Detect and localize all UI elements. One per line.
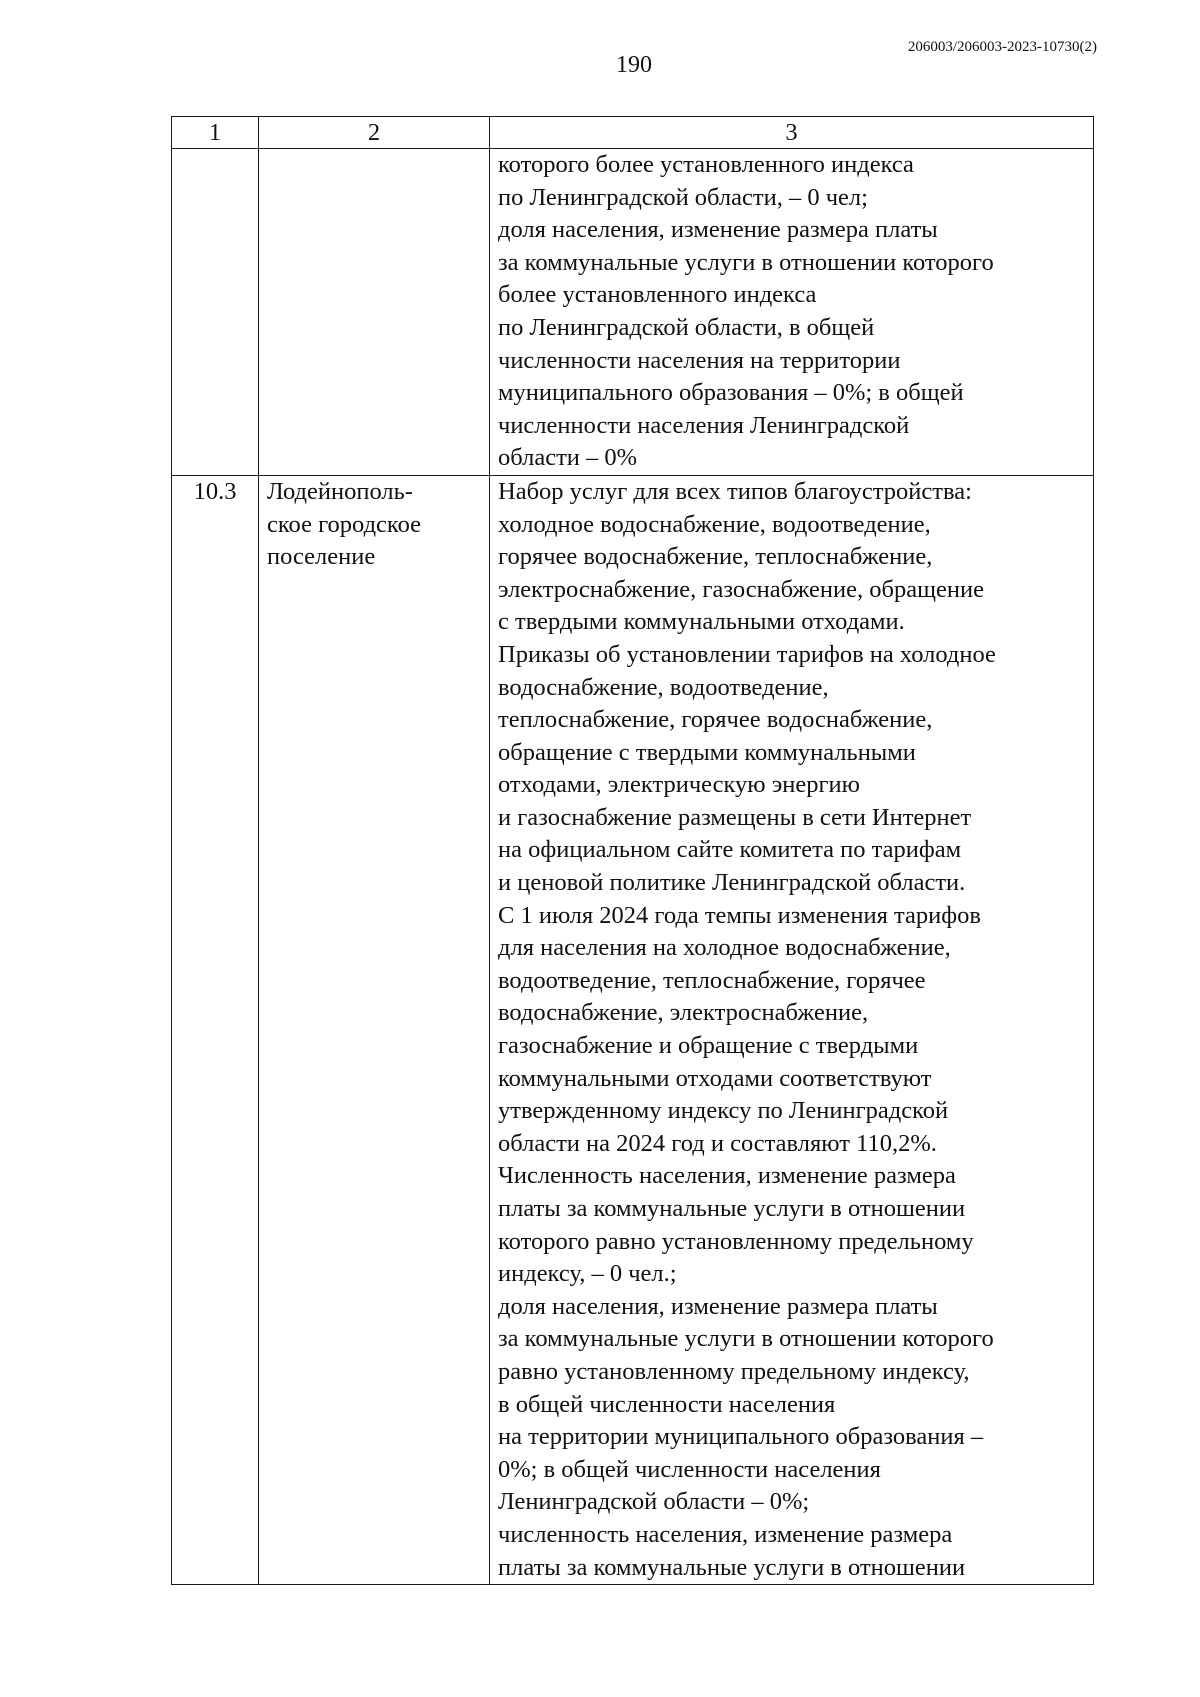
description-line: и газоснабжение размещены в сети Интернет bbox=[498, 803, 972, 831]
description-line: утвержденному индексу по Ленинградской bbox=[498, 1097, 949, 1125]
description-line: теплоснабжение, горячее водоснабжение, bbox=[498, 706, 933, 734]
description-line: Приказы об установлении тарифов на холодное bbox=[498, 640, 996, 668]
description-line: 0%; в общей численности населения bbox=[498, 1455, 881, 1483]
settlement-name-line: Лодейнополь- bbox=[267, 477, 413, 505]
description-line: муниципального образования – 0%; в общей bbox=[498, 379, 964, 407]
description-line: на официальном сайте комитета по тарифам bbox=[498, 836, 962, 864]
description-line: водоснабжение, электроснабжение, bbox=[498, 999, 869, 1027]
description-line: для населения на холодное водоснабжение, bbox=[498, 934, 951, 962]
table-header-row bbox=[172, 117, 1094, 149]
description-line: платы за коммунальные услуги в отношении bbox=[498, 1553, 966, 1581]
description-line: области на 2024 год и составляют 110,2%. bbox=[498, 1129, 937, 1157]
description-line: газоснабжение и обращение с твердыми bbox=[498, 1032, 919, 1060]
description-line: на территории муниципального образования – bbox=[498, 1423, 984, 1451]
column-header-2: 2 bbox=[259, 117, 490, 149]
settlement-name-line: ское городское bbox=[267, 510, 421, 538]
description-line: численность населения, изменение размера bbox=[498, 1520, 953, 1548]
description-line: за коммунальные услуги в отношении которого bbox=[498, 1325, 994, 1353]
description-cell bbox=[490, 149, 1094, 476]
description-line: по Ленинградской области, – 0 чел; bbox=[498, 183, 868, 211]
description-line: и ценовой политике Ленинградской области. bbox=[498, 869, 966, 897]
description-line: доля населения, изменение размера платы bbox=[498, 216, 938, 244]
description-line: численности населения на территории bbox=[498, 346, 901, 374]
table-body bbox=[172, 149, 1094, 1585]
description-line: доля населения, изменение размера платы bbox=[498, 1292, 938, 1320]
description-line: Набор услуг для всех типов благоустройства: bbox=[498, 477, 972, 505]
description-line: численности населения Ленинградской bbox=[498, 411, 910, 439]
description-line: электроснабжение, газоснабжение, обращение bbox=[498, 575, 984, 603]
description-line: области – 0% bbox=[498, 444, 638, 472]
page-number: 190 bbox=[616, 52, 652, 78]
description-line: С 1 июля 2024 года темпы изменения тарифов bbox=[498, 901, 981, 929]
row-number-cell: 10.3 bbox=[172, 475, 259, 1584]
description-line: водоснабжение, водоотведение, bbox=[498, 673, 829, 701]
table-row bbox=[172, 149, 1094, 476]
description-line: по Ленинградской области, в общей bbox=[498, 313, 875, 341]
description-line: в общей численности населения bbox=[498, 1390, 836, 1418]
settlement-name-line: поселение bbox=[267, 543, 376, 571]
row-number-cell bbox=[172, 149, 259, 476]
settlement-name-cell bbox=[259, 149, 490, 476]
description-line: водоотведение, теплоснабжение, горячее bbox=[498, 966, 926, 994]
tariff-table bbox=[171, 116, 1094, 1585]
description-line: с твердыми коммунальными отходами. bbox=[498, 608, 905, 636]
description-line: индексу, – 0 чел.; bbox=[498, 1260, 677, 1288]
description-line: Численность населения, изменение размера bbox=[498, 1162, 956, 1190]
description-line: более установленного индекса bbox=[498, 281, 817, 309]
description-line: коммунальными отходами соответствуют bbox=[498, 1064, 932, 1092]
description-line: платы за коммунальные услуги в отношении bbox=[498, 1195, 966, 1222]
table-row bbox=[172, 475, 1094, 1584]
column-header-3: 3 bbox=[490, 117, 1094, 149]
document-id: 206003/206003-2023-10730(2) bbox=[907, 39, 1097, 55]
description-line: отходами, электрическую энергию bbox=[498, 771, 860, 799]
column-header-1: 1 bbox=[172, 117, 259, 149]
description-cell bbox=[490, 475, 1094, 1584]
description-line: Ленинградской области – 0%; bbox=[498, 1488, 810, 1516]
description-line: за коммунальные услуги в отношении которого bbox=[498, 248, 994, 276]
description-line: холодное водоснабжение, водоотведение, bbox=[498, 510, 931, 538]
description-line: обращение с твердыми коммунальными bbox=[498, 738, 916, 766]
description-line: которого более установленного индекса bbox=[498, 151, 914, 178]
description-line: которого равно установленному предельному bbox=[498, 1227, 974, 1255]
description-line: равно установленному предельному индексу, bbox=[498, 1357, 970, 1385]
settlement-name-cell bbox=[259, 475, 490, 1584]
description-line: горячее водоснабжение, теплоснабжение, bbox=[498, 543, 933, 571]
